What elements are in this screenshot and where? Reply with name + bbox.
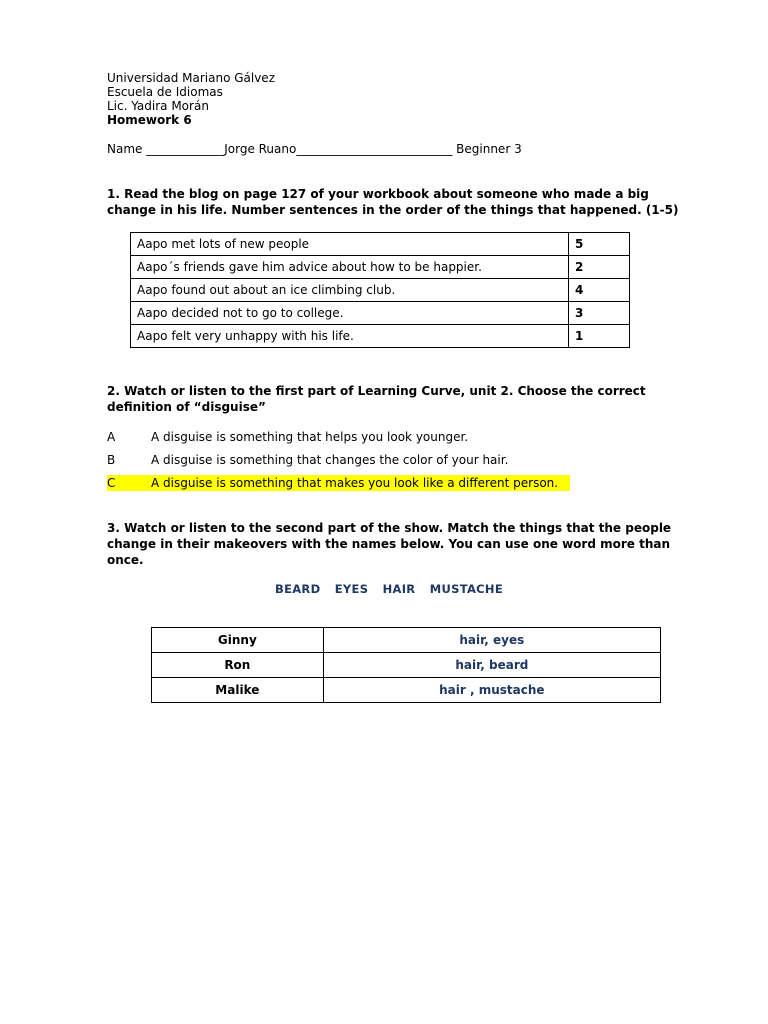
option-text: A disguise is something that changes the color of your hair. <box>151 453 509 467</box>
word-bank-item: EYES <box>334 582 369 596</box>
sentence-cell: Aapo felt very unhappy with his life. <box>131 325 569 348</box>
question-3-table <box>151 627 661 703</box>
answer-cell: hair, beard <box>323 653 660 678</box>
word-bank-item: MUSTACHE <box>429 582 504 596</box>
question-1-line-2: change in his life. Number sentences in the order of the things that happened. (1-5) <box>107 203 679 217</box>
order-cell: 1 <box>569 325 630 348</box>
option-b <box>107 452 577 468</box>
person-name-cell: Ron <box>152 653 324 678</box>
table-row <box>131 256 630 279</box>
order-cell: 4 <box>569 279 630 302</box>
person-name-cell: Malike <box>152 678 324 703</box>
question-1-line-1: 1. Read the blog on page 127 of your workbook about someone who made a big <box>107 187 649 201</box>
option-text: A disguise is something that makes you look like a different person. <box>151 476 559 490</box>
teacher-name: Lic. Yadira Morán <box>107 99 209 113</box>
question-3-line-2: change in their makeovers with the names below. You can use one word more than <box>107 537 671 551</box>
school-name: Escuela de Idiomas <box>107 85 223 99</box>
question-3-line-3: once. <box>107 553 144 567</box>
order-cell: 5 <box>569 233 630 256</box>
university-name: Universidad Mariano Gálvez <box>107 71 275 85</box>
question-2-line-2: definition of “disguise” <box>107 400 266 414</box>
word-bank-item: HAIR <box>382 582 416 596</box>
question-2-line-1: 2. Watch or listen to the first part of Learning Curve, unit 2. Choose the correct <box>107 384 646 398</box>
option-a <box>107 429 577 445</box>
option-letter: C <box>107 476 116 490</box>
sentence-cell: Aapo found out about an ice climbing club. <box>131 279 569 302</box>
table-row <box>152 678 661 703</box>
question-2-prompt <box>107 383 646 415</box>
sentence-cell: Aapo decided not to go to college. <box>131 302 569 325</box>
table-row <box>131 325 630 348</box>
option-c-highlighted <box>107 475 570 491</box>
answer-cell: hair, eyes <box>323 628 660 653</box>
option-letter: B <box>107 453 116 467</box>
question-3-line-1: 3. Watch or listen to the second part of the show. Match the things that the people <box>107 521 672 535</box>
homework-title: Homework 6 <box>107 113 192 127</box>
question-3-prompt <box>107 520 671 568</box>
order-cell: 3 <box>569 302 630 325</box>
question-1-prompt <box>107 186 678 218</box>
option-letter: A <box>107 430 116 444</box>
table-row <box>131 302 630 325</box>
word-bank <box>275 582 513 596</box>
question-1-table <box>130 232 630 348</box>
name-line: Name _____________Jorge Ruano__________________________ Beginner 3 <box>107 142 522 156</box>
answer-cell: hair , mustache <box>323 678 660 703</box>
word-bank-item: BEARD <box>275 582 321 596</box>
sentence-cell: Aapo met lots of new people <box>131 233 569 256</box>
table-row <box>152 628 661 653</box>
sentence-cell: Aapo´s friends gave him advice about how to be happier. <box>131 256 569 279</box>
option-text: A disguise is something that helps you look younger. <box>151 430 469 444</box>
table-row <box>131 279 630 302</box>
table-row <box>152 653 661 678</box>
table-row <box>131 233 630 256</box>
order-cell: 2 <box>569 256 630 279</box>
person-name-cell: Ginny <box>152 628 324 653</box>
